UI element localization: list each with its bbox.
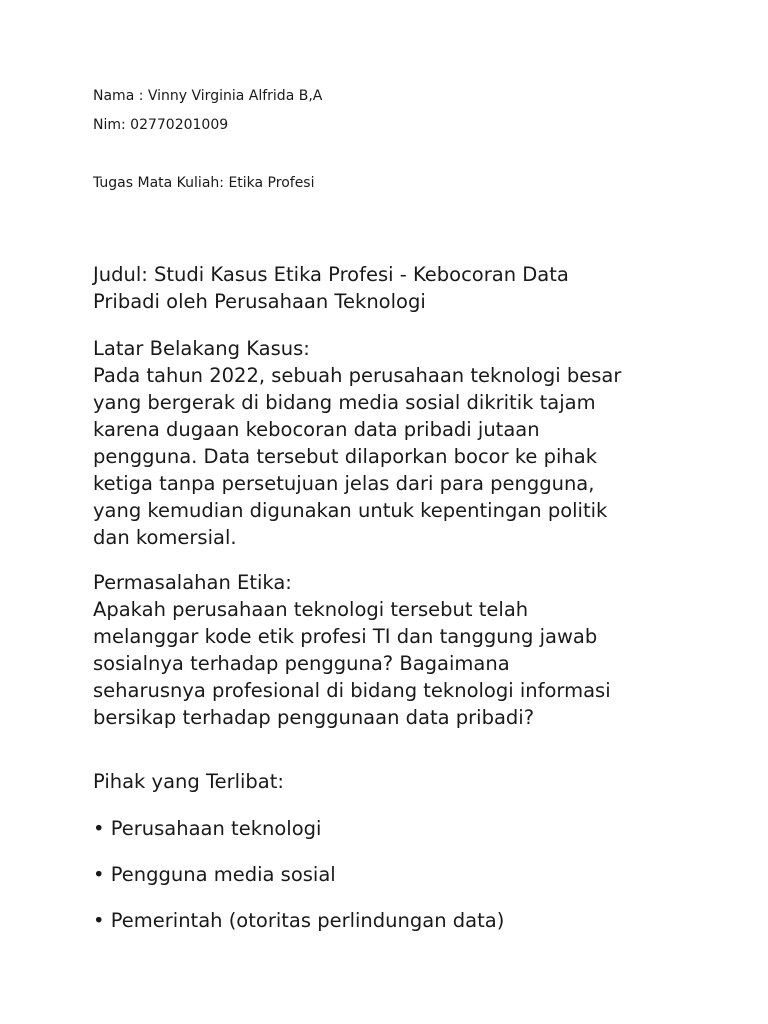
list-item: • Perusahaan teknologi	[93, 817, 322, 840]
paragraph-line: Pada tahun 2022, sebuah perusahaan teknologi besar	[93, 364, 622, 387]
course-assignment: Tugas Mata Kuliah: Etika Profesi	[93, 175, 315, 191]
section-latar-belakang	[93, 335, 693, 551]
paragraph-line: yang bergerak di bidang media sosial dikritik tajam	[93, 391, 596, 414]
paragraph-line: ketiga tanpa persetujuan jelas dari para pengguna,	[93, 472, 595, 495]
list-item: • Pemerintah (otoritas perlindungan data)	[93, 909, 505, 932]
paragraph-line: seharusnya profesional di bidang teknologi informasi	[93, 679, 611, 702]
paragraph-line: yang kemudian digunakan untuk kepentingan politik	[93, 499, 608, 522]
title-line: Pribadi oleh Perusahaan Teknologi	[93, 290, 426, 313]
title-line: Judul: Studi Kasus Etika Profesi - Kebocoran Data	[93, 263, 569, 286]
paragraph-line: bersikap terhadap penggunaan data pribadi?	[93, 706, 535, 729]
paragraph-line: pengguna. Data tersebut dilaporkan bocor ke pihak	[93, 445, 598, 468]
section-heading-pihak: Pihak yang Terlibat:	[93, 770, 284, 793]
section-heading: Permasalahan Etika:	[93, 571, 292, 594]
paragraph-line: dan komersial.	[93, 526, 237, 549]
paragraph-line: melanggar kode etik profesi TI dan tanggung jawab	[93, 625, 598, 648]
paragraph-line: sosialnya terhadap pengguna? Bagaimana	[93, 652, 510, 675]
list-item: • Pengguna media sosial	[93, 863, 336, 886]
student-name: Nama : Vinny Virginia Alfrida B,A	[93, 88, 323, 104]
student-nim: Nim: 02770201009	[93, 117, 229, 133]
paragraph-line: Apakah perusahaan teknologi tersebut telah	[93, 598, 529, 621]
document-title	[93, 261, 693, 315]
section-heading: Latar Belakang Kasus:	[93, 337, 310, 360]
paragraph-line: karena dugaan kebocoran data pribadi jutaan	[93, 418, 540, 441]
section-permasalahan-etika	[93, 569, 693, 731]
